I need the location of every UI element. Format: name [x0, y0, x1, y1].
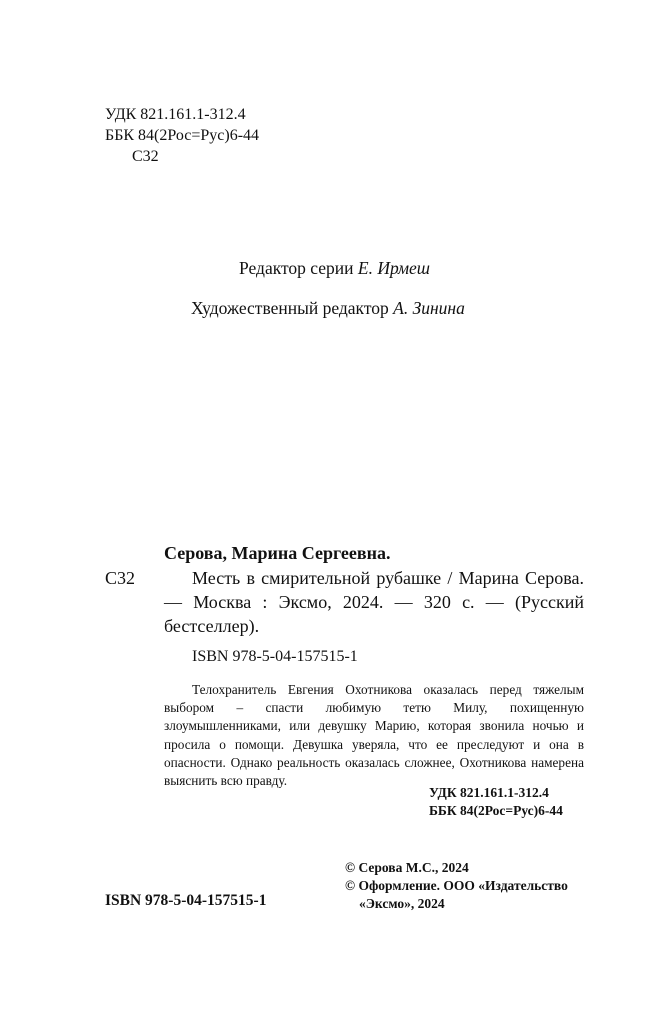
catalog-bbk: ББК 84(2Рос=Рус)6-44 [429, 803, 563, 818]
art-editor-name: А. Зинина [393, 298, 465, 318]
art-editor-label: Художественный редактор [191, 298, 389, 318]
catalog-udk: УДК 821.161.1-312.4 [429, 785, 549, 800]
copyright-author: © Серова М.С., 2024 [345, 860, 469, 875]
udk-code: УДК 821.161.1-312.4 [105, 106, 246, 123]
art-editor-credit [191, 298, 465, 319]
annotation-text: Телохранитель Евгения Охотникова оказалась перед тяжелым выбором – спасти любимую тетю Милу, похищенную злоумышленниками, или девушку Марию, которая звонила ночью и просила о помощи. Девушка уверяла, что ее преследуют и она в опасности. Однако реальность оказалась сложнее, Охотникова намерена выяснить всю правду. [164, 682, 584, 789]
catalog-author-mark: С32 [105, 568, 136, 588]
isbn-bottom: ISBN 978-5-04-157515-1 [105, 892, 267, 909]
author-mark: С32 [132, 148, 159, 165]
top-classification-codes [105, 104, 259, 167]
copyright-design-line1: © Оформление. ООО «Издательство [345, 878, 568, 893]
bbk-code: ББК 84(2Рос=Рус)6-44 [105, 127, 260, 144]
series-editor-credit [239, 258, 430, 279]
series-editor-name: Е. Ирмеш [357, 258, 430, 278]
catalog-classification-codes [429, 784, 563, 820]
catalog-description: Месть в смирительной рубашке / Марина Серова. — Москва : Эксмо, 2024. — 320 с. — (Русский бестселлер). [164, 568, 584, 636]
series-editor-label: Редактор серии [239, 258, 354, 278]
catalog-isbn: ISBN 978-5-04-157515-1 [192, 648, 358, 665]
copyright-block [345, 859, 568, 913]
catalog-author-heading: Серова, Марина Сергеевна. [164, 543, 391, 563]
copyright-design-line2: «Эксмо», 2024 [359, 896, 445, 911]
